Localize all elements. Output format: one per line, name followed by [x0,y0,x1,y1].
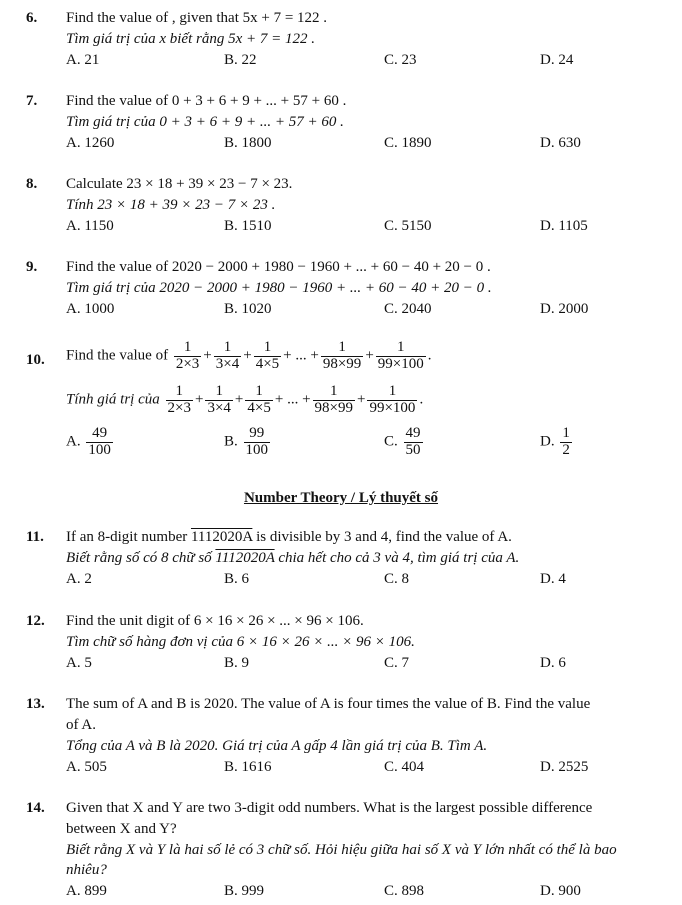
question-text-en-cont: of A. [66,717,96,733]
option-b: B. 999 [224,883,265,899]
option-c: C. 5150 [384,218,432,234]
question-text-vi: Tìm giá trị của x biết rằng 5x + 7 = 122 . [66,31,315,47]
question-text-en-cont: between X and Y? [66,821,177,837]
fraction: $\frac{1}{98\times 99}$ [314,383,353,416]
question-text-vi: Tìm giá trị của 2020 − 2000 + 1980 − 1960 + ... + 60 − 40 + 20 − 0 . [66,280,492,296]
overlined-number: 1112020A [215,550,275,566]
question-prefix-en: Find the value of [66,347,169,364]
option-b: B. 1020 [224,301,272,317]
option-c: C. 1890 [384,135,432,151]
question-text-vi: Tính giá trị của $\frac{1}{2\times 3}$ + $\frac{1}{3\times 4}$ + $\frac{1}{4\times 5}$ + ... + $\frac{1}{98\times 99}$ + $\frac{1}{99\times 100}$ . [66,383,424,416]
option-d: D. 1105 [540,218,588,234]
option-b: B. 1800 [224,135,272,151]
question-text-en: Given that X and Y are two 3-digit odd numbers. What is the largest possible difference [66,800,593,816]
option-d: D. 2000 [540,301,589,317]
option-a: A. 505 [66,759,107,775]
question-text-en: Find the value of $\frac{1}{2\times 3}$ + $\frac{1}{3\times 4}$ + $\frac{1}{4\times 5}$ + ... + $\frac{1}{98\times 99}$ + $\frac{1}{99\times 100}$ . [66,339,432,372]
question-text-en: The sum of A and B is 2020. The value of A is four times the value of B. Find the value [66,696,591,712]
option-c: C. 7 [384,655,410,671]
fraction: $\frac{1}{2\times 3}$ [167,383,191,416]
overlined-number: 1112020A [190,529,253,545]
option-d: D. 6 [540,655,566,671]
section-title: Number Theory / Lý thuyết số [243,490,439,506]
option-a: A. 21 [66,52,100,68]
fraction: $\frac{1}{4\times 5}$ [247,383,271,416]
question-number: 7. [26,93,38,109]
option-c: C. 23 [384,52,417,68]
question-number: 13. [26,696,45,712]
option-a: A. 899 [66,883,107,899]
question-text-vi: Tìm chữ số hàng đơn vị của 6 × 16 × 26 × ... × 96 × 106. [66,634,415,650]
question-text-en: Calculate 23 × 18 + 39 × 23 − 7 × 23. [66,176,293,192]
option-d: D. $\frac{1}{2}$ [540,425,570,458]
option-d: D. 4 [540,571,566,587]
question-number: 11. [26,529,44,545]
option-b: B. 6 [224,571,250,587]
question-text-en: Find the unit digit of 6 × 16 × 26 × ... × 96 × 106. [66,613,364,629]
fraction: $\frac{1}{98\times 99}$ [322,339,362,372]
option-a: A. 1000 [66,301,115,317]
question-text-en: Find the value of 2020 − 2000 + 1980 − 1960 + ... + 60 − 40 + 20 − 0 . [66,259,491,275]
option-c: C. $\frac{49}{50}$ [384,425,421,458]
question-text-en: If an 8-digit number 1112020A is divisible by 3 and 4, find the value of A. [66,529,512,545]
option-d: D. 630 [540,135,581,151]
fraction: $\frac{1}{2}$ [562,425,570,458]
fraction: $\frac{1}{2\times 3}$ [175,339,200,372]
option-b: B. $\frac{99}{100}$ [224,425,269,458]
fraction: $\frac{1}{99\times 100}$ [369,383,416,416]
question-text-vi: Tổng của A và B là 2020. Giá trị của A gấp 4 lần giá trị của B. Tìm A. [66,738,488,754]
question-text-en: Find the value of 0 + 3 + 6 + 9 + ... + 57 + 60 . [66,93,347,109]
option-d: D. 24 [540,52,574,68]
option-c: C. 2040 [384,301,432,317]
fraction: $\frac{1}{3\times 4}$ [207,383,231,416]
question-number: 10. [26,352,45,368]
option-b: B. 22 [224,52,257,68]
option-b: B. 1616 [224,759,272,775]
question-number: 8. [26,176,38,192]
option-a: A. 2 [66,571,92,587]
option-d: D. 2525 [540,759,589,775]
question-text-vi: Biết rằng số có 8 chữ số 1112020A chia hết cho cả 3 và 4, tìm giá trị của A. [66,550,520,566]
option-c: C. 898 [384,883,425,899]
question-number: 9. [26,259,38,275]
question-text-vi-cont: nhiêu? [66,862,107,878]
fraction: $\frac{1}{4\times 5}$ [255,339,280,372]
fraction: $\frac{49}{100}$ [88,425,111,458]
option-a: A. 5 [66,655,92,671]
question-number: 12. [26,613,45,629]
option-a: A. $\frac{49}{100}$ [66,425,111,458]
question-text-vi: Biết rằng X và Y là hai số lẻ có 3 chữ số. Hỏi hiệu giữa hai số X và Y lớn nhất có thể là bao [66,842,617,858]
question-number: 14. [26,800,45,816]
question-text-en: Find the value of , given that 5x + 7 = 122 . [66,10,328,26]
fraction: $\frac{1}{3\times 4}$ [215,339,240,372]
option-a: A. 1150 [66,218,114,234]
option-c: C. 8 [384,571,410,587]
question-text-vi: Tính 23 × 18 + 39 × 23 − 7 × 23 . [66,197,276,213]
fraction: $\frac{99}{100}$ [245,425,269,458]
question-prefix-vi: Tính giá trị của [66,391,160,408]
option-b: B. 1510 [224,218,272,234]
question-number: 6. [26,10,38,26]
option-d: D. 900 [540,883,581,899]
fraction: $\frac{1}{99\times 100}$ [377,339,424,372]
option-a: A. 1260 [66,135,115,151]
option-c: C. 404 [384,759,425,775]
option-b: B. 9 [224,655,250,671]
question-text-vi: Tìm giá trị của 0 + 3 + 6 + 9 + ... + 57 + 60 . [66,114,344,130]
fraction: $\frac{49}{50}$ [405,425,421,458]
